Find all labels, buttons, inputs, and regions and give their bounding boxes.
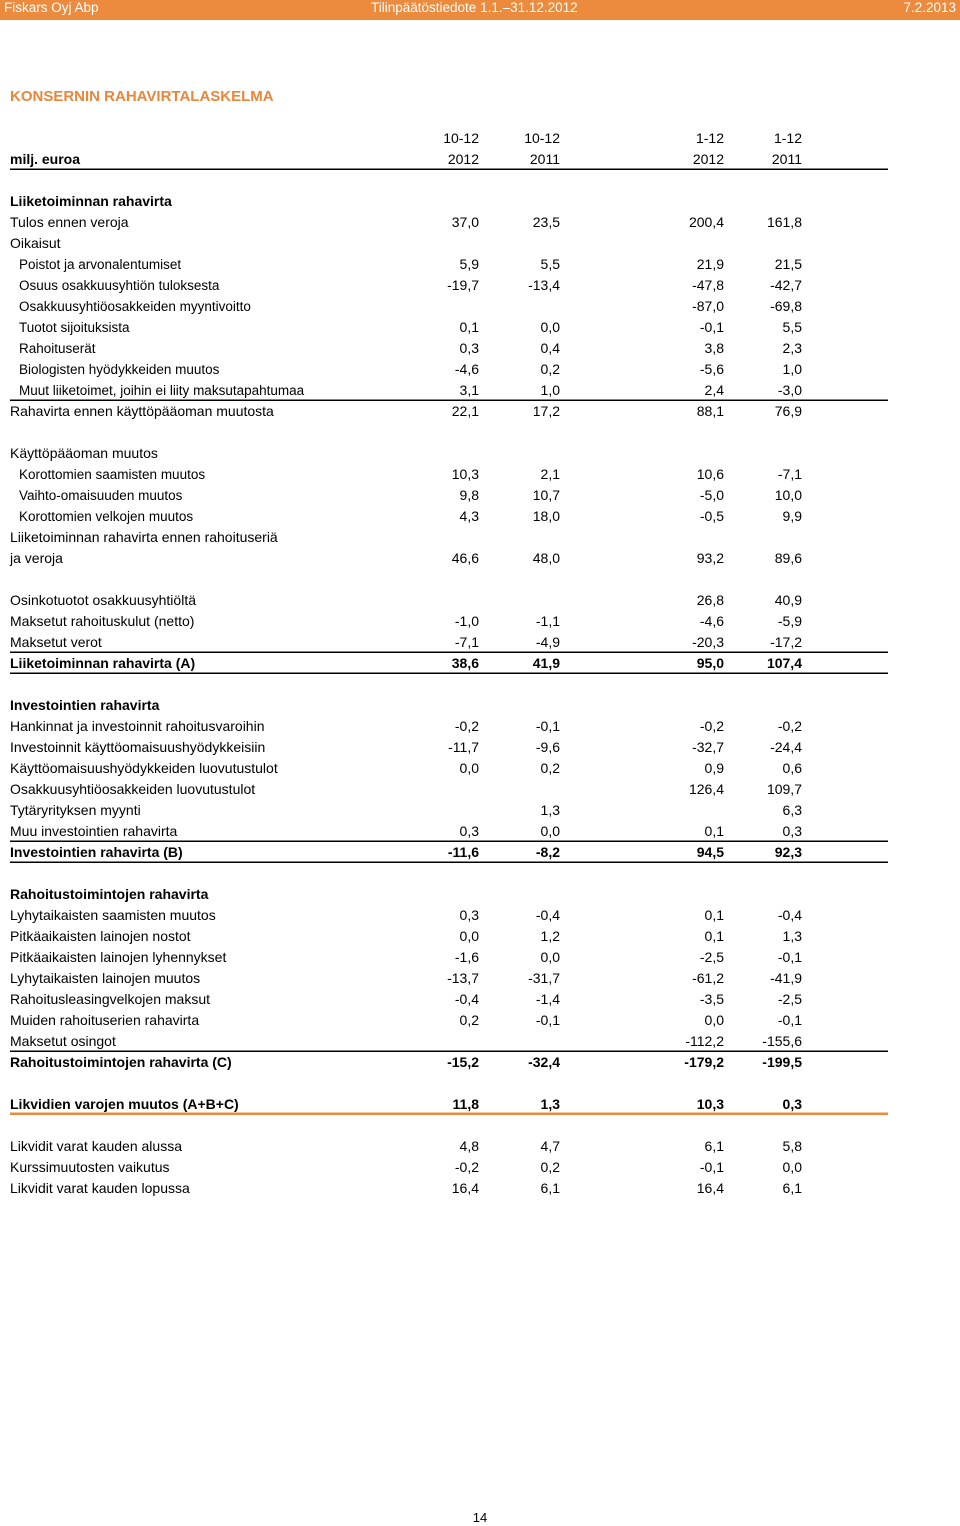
section-heading-row — [10, 191, 888, 212]
cell-value: 22,1 — [451, 403, 479, 419]
cell-value: 38,6 — [451, 655, 479, 671]
cell-value: 126,4 — [688, 781, 724, 797]
cell-value: 107,4 — [766, 655, 802, 671]
cell-value: 0,0 — [459, 928, 479, 944]
cell-value: -2,5 — [699, 949, 724, 965]
cell-value: 37,0 — [451, 214, 479, 230]
table-row — [10, 905, 888, 926]
col-period: 10-12 — [524, 130, 560, 146]
cell-value: -0,2 — [454, 1159, 479, 1175]
cell-value: -13,7 — [447, 970, 479, 986]
cell-value: 4,7 — [540, 1138, 560, 1154]
header-row-years — [10, 149, 888, 170]
cell-value: -4,6 — [699, 613, 724, 629]
section-heading-row — [10, 695, 888, 716]
table-row — [10, 338, 888, 359]
header-row-periods — [10, 128, 888, 149]
cell-value: 109,7 — [766, 781, 802, 797]
row-label: Muut liiketoimet, joihin ei liity maksutapahtumaa — [19, 383, 305, 398]
row-label: Oikaisut — [10, 235, 61, 251]
page-title: KONSERNIN RAHAVIRTALASKELMA — [10, 88, 274, 105]
cell-value: 0,1 — [459, 319, 479, 335]
cell-value: 93,2 — [696, 550, 724, 566]
cell-value: 21,9 — [696, 256, 724, 272]
cell-value: -0,2 — [454, 718, 479, 734]
cell-value: 40,9 — [774, 592, 802, 608]
row-label: Rahoituserät — [19, 341, 96, 356]
cell-value: -0,4 — [535, 907, 560, 923]
cell-value: -69,8 — [770, 298, 802, 314]
cell-value: -19,7 — [447, 277, 479, 293]
cell-value: 9,8 — [459, 487, 479, 503]
cell-value: 1,3 — [540, 1096, 560, 1112]
row-label: Tulos ennen veroja — [10, 214, 129, 230]
cell-value: 0,1 — [704, 907, 724, 923]
table-row — [10, 275, 888, 296]
cell-value: 0,2 — [540, 361, 560, 377]
cell-value: -5,0 — [699, 487, 724, 503]
table-body — [10, 191, 888, 1199]
cell-value: 6,1 — [540, 1180, 560, 1196]
cell-value: 6,3 — [782, 802, 802, 818]
cell-value: 200,4 — [688, 214, 724, 230]
cell-value: 16,4 — [696, 1180, 724, 1196]
cell-value: 161,8 — [766, 214, 802, 230]
row-label: Osakkuusyhtiöosakkeiden luovutustulot — [10, 781, 256, 797]
row-label: Rahoitustoimintojen rahavirta (C) — [10, 1054, 232, 1070]
cell-value: 0,2 — [540, 1159, 560, 1175]
cell-value: 11,8 — [452, 1096, 479, 1112]
cell-value: 0,0 — [540, 823, 560, 839]
row-label: Käyttöomaisuushyödykkeiden luovutustulot — [10, 760, 278, 776]
row-label: ja veroja — [10, 550, 63, 566]
row-label: Biologisten hyödykkeiden muutos — [19, 362, 220, 377]
cell-value: 23,5 — [532, 214, 560, 230]
cell-value: -4,9 — [535, 634, 560, 650]
row-label: Muu investointien rahavirta — [10, 823, 178, 839]
cell-value: 41,9 — [532, 655, 560, 671]
table-row — [10, 380, 888, 401]
table-row — [10, 632, 888, 653]
cell-value: -87,0 — [692, 298, 724, 314]
row-label: Rahoitusleasingvelkojen maksut — [10, 991, 210, 1007]
company-name: Fiskars Oyj Abp — [4, 0, 99, 15]
row-label: Likvidien varojen muutos (A+B+C) — [10, 1096, 239, 1112]
cell-value: -0,1 — [777, 949, 802, 965]
cell-value: -7,1 — [777, 466, 802, 482]
table-row — [10, 926, 888, 947]
table-row — [10, 1094, 888, 1115]
cell-value: 0,9 — [704, 760, 724, 776]
cell-value: 10,3 — [696, 1096, 724, 1112]
table-row — [10, 548, 888, 569]
row-label: Maksetut rahoituskulut (netto) — [10, 613, 195, 629]
cell-value: 2,4 — [704, 382, 724, 398]
cell-value: 10,6 — [696, 466, 724, 482]
cell-value: -20,3 — [692, 634, 724, 650]
row-label: Investoinnit käyttöomaisuushyödykkeisiin — [10, 739, 266, 755]
row-label: Liiketoiminnan rahavirta (A) — [10, 655, 196, 671]
cell-value: 0,3 — [459, 823, 479, 839]
cell-value: -155,6 — [762, 1033, 802, 1049]
cell-value: -0,1 — [535, 1012, 560, 1028]
table-row — [10, 254, 888, 275]
cell-value: 0,3 — [782, 823, 802, 839]
cell-value: 4,3 — [459, 508, 479, 524]
cell-value: 89,6 — [774, 550, 802, 566]
cell-value: -1,6 — [454, 949, 479, 965]
row-label: Maksetut osingot — [10, 1033, 116, 1049]
cell-value: -0,4 — [454, 991, 479, 1007]
row-label: Osinkotuotot osakkuusyhtiöltä — [10, 592, 196, 608]
row-label: Maksetut verot — [10, 634, 102, 650]
table-row — [10, 527, 888, 548]
table-row — [10, 653, 888, 674]
cell-value: 0,4 — [540, 340, 560, 356]
row-label: Liiketoiminnan rahavirta — [10, 193, 172, 209]
cell-value: -0,1 — [699, 319, 724, 335]
cell-value: 0,0 — [782, 1159, 802, 1175]
row-label: Muiden rahoituserien rahavirta — [10, 1012, 200, 1028]
table-row — [10, 800, 888, 821]
table-row — [10, 590, 888, 611]
cell-value: 6,1 — [782, 1180, 802, 1196]
table-row — [10, 758, 888, 779]
col-year: 2011 — [771, 151, 802, 167]
cell-value: 5,5 — [782, 319, 802, 335]
table-row — [10, 485, 888, 506]
unit-label: milj. euroa — [10, 151, 81, 167]
cell-value: -4,6 — [454, 361, 479, 377]
cell-value: -0,1 — [777, 1012, 802, 1028]
col-period: 10-12 — [443, 130, 479, 146]
cell-value: 88,1 — [696, 403, 724, 419]
col-year: 2011 — [529, 151, 560, 167]
cell-value: 94,5 — [696, 844, 724, 860]
cell-value: 2,1 — [540, 466, 560, 482]
row-label: Vaihto-omaisuuden muutos — [19, 488, 183, 503]
cell-value: -11,6 — [447, 844, 479, 860]
cell-value: 10,0 — [774, 487, 802, 503]
row-label: Rahoitustoimintojen rahavirta — [10, 886, 209, 902]
table-row — [10, 443, 888, 464]
row-label: Pitkäaikaisten lainojen lyhennykset — [10, 949, 227, 965]
table-row — [10, 1052, 888, 1073]
cell-value: 0,0 — [540, 319, 560, 335]
cell-value: -0,5 — [699, 508, 724, 524]
cell-value: -5,9 — [777, 613, 802, 629]
cell-value: 5,8 — [782, 1138, 802, 1154]
cell-value: -0,2 — [699, 718, 724, 734]
table-row — [10, 212, 888, 233]
cell-value: 2,3 — [782, 340, 802, 356]
cell-value: -11,7 — [448, 739, 479, 755]
cell-value: 0,2 — [459, 1012, 479, 1028]
cell-value: 18,0 — [532, 508, 560, 524]
report-date: 7.2.2013 — [903, 0, 956, 15]
cash-flow-table — [10, 128, 888, 1199]
spacer-row — [10, 569, 888, 590]
row-label: Kurssimuutosten vaikutus — [10, 1159, 170, 1175]
cell-value: 0,2 — [540, 760, 560, 776]
cell-value: 1,3 — [540, 802, 560, 818]
cell-value: 26,8 — [696, 592, 724, 608]
spacer-row — [10, 170, 888, 191]
cell-value: -0,1 — [535, 718, 560, 734]
table-row — [10, 506, 888, 527]
cell-value: 10,7 — [532, 487, 560, 503]
col-year: 2012 — [692, 151, 724, 167]
cell-value: 0,3 — [782, 1096, 802, 1112]
cell-value: -0,1 — [699, 1159, 724, 1175]
cell-value: 95,0 — [696, 655, 724, 671]
cell-value: -7,1 — [454, 634, 479, 650]
table-row — [10, 716, 888, 737]
row-label: Poistot ja arvonalentumiset — [19, 257, 182, 272]
cell-value: -32,7 — [692, 739, 724, 755]
cell-value: -17,2 — [770, 634, 802, 650]
cell-value: -8,2 — [535, 844, 560, 860]
table-row — [10, 989, 888, 1010]
spacer-row — [10, 1073, 888, 1094]
report-title: Tilinpäätöstiedote 1.1.–31.12.2012 — [371, 0, 578, 15]
row-label: Tuotot sijoituksista — [19, 320, 130, 335]
table-row — [10, 359, 888, 380]
table-row — [10, 968, 888, 989]
col-period: 1-12 — [773, 130, 802, 146]
cell-value: 3,8 — [704, 340, 724, 356]
cell-value: -1,0 — [454, 613, 479, 629]
cell-value: 0,3 — [459, 340, 479, 356]
cell-value: 16,4 — [451, 1180, 479, 1196]
row-label: Korottomien saamisten muutos — [19, 467, 206, 482]
row-label: Hankinnat ja investoinnit rahoitusvaroihin — [10, 718, 265, 734]
cell-value: 92,3 — [774, 844, 802, 860]
row-label: Käyttöpääoman muutos — [10, 445, 158, 461]
table-row — [10, 233, 888, 254]
cell-value: -179,2 — [684, 1054, 724, 1070]
spacer-row — [10, 1115, 888, 1136]
cell-value: 0,0 — [704, 1012, 724, 1028]
cell-value: 9,9 — [782, 508, 802, 524]
cell-value: 6,1 — [704, 1138, 724, 1154]
cell-value: 0,1 — [704, 823, 724, 839]
table-row — [10, 1136, 888, 1157]
section-heading-row — [10, 884, 888, 905]
cell-value: -32,4 — [528, 1054, 560, 1070]
page-number: 14 — [472, 1510, 488, 1525]
cell-value: -41,9 — [770, 970, 802, 986]
row-label: Investointien rahavirta (B) — [10, 844, 183, 860]
cell-value: 0,3 — [459, 907, 479, 923]
row-label: Lyhytaikaisten saamisten muutos — [10, 907, 216, 923]
cell-value: -1,4 — [535, 991, 560, 1007]
table-row — [10, 317, 888, 338]
row-label: Korottomien velkojen muutos — [19, 509, 194, 524]
cell-value: -15,2 — [447, 1054, 479, 1070]
cell-value: -0,2 — [777, 718, 802, 734]
table-row — [10, 842, 888, 863]
cell-value: 48,0 — [532, 550, 560, 566]
cell-value: -61,2 — [692, 970, 724, 986]
table-row — [10, 947, 888, 968]
table-row — [10, 1031, 888, 1052]
cell-value: 1,2 — [540, 928, 560, 944]
table-row — [10, 1157, 888, 1178]
cell-value: 0,6 — [782, 760, 802, 776]
row-label: Pitkäaikaisten lainojen nostot — [10, 928, 191, 944]
col-period: 1-12 — [695, 130, 724, 146]
cell-value: -47,8 — [692, 277, 724, 293]
spacer-row — [10, 674, 888, 695]
cell-value: -112,2 — [685, 1033, 724, 1049]
cell-value: -3,0 — [777, 382, 802, 398]
row-label: Liiketoiminnan rahavirta ennen rahoituseriä — [10, 529, 278, 545]
cell-value: 1,3 — [782, 928, 802, 944]
cell-value: -199,5 — [762, 1054, 802, 1070]
table-row — [10, 1178, 888, 1199]
cell-value: 46,6 — [451, 550, 479, 566]
cell-value: -9,6 — [535, 739, 560, 755]
spacer-row — [10, 863, 888, 884]
cell-value: -1,1 — [535, 613, 560, 629]
cell-value: 0,1 — [704, 928, 724, 944]
cell-value: -2,5 — [777, 991, 802, 1007]
table-row — [10, 779, 888, 800]
table-row — [10, 821, 888, 842]
table-row — [10, 296, 888, 317]
cell-value: 10,3 — [451, 466, 479, 482]
row-label: Lyhytaikaisten lainojen muutos — [10, 970, 201, 986]
cell-value: 21,5 — [774, 256, 802, 272]
cell-value: 1,0 — [540, 382, 560, 398]
row-label: Investointien rahavirta — [10, 697, 160, 713]
cell-value: -5,6 — [699, 361, 724, 377]
row-label: Tytäryrityksen myynti — [10, 802, 141, 818]
header-bar — [0, 0, 960, 20]
cell-value: 0,0 — [459, 760, 479, 776]
cell-value: 5,5 — [540, 256, 560, 272]
row-label: Likvidit varat kauden alussa — [10, 1138, 182, 1154]
row-label: Likvidit varat kauden lopussa — [10, 1180, 190, 1196]
table-row — [10, 737, 888, 758]
row-label: Rahavirta ennen käyttöpääoman muutosta — [10, 403, 274, 419]
cell-value: 76,9 — [774, 403, 802, 419]
cell-value: -42,7 — [770, 277, 802, 293]
cell-value: 4,8 — [459, 1138, 479, 1154]
cell-value: -31,7 — [528, 970, 560, 986]
cell-value: -3,5 — [699, 991, 724, 1007]
col-year: 2012 — [447, 151, 479, 167]
spacer-row — [10, 422, 888, 443]
cell-value: -24,4 — [770, 739, 802, 755]
table-row — [10, 1010, 888, 1031]
row-label: Osakkuusyhtiöosakkeiden myyntivoitto — [19, 299, 251, 314]
cell-value: 0,0 — [540, 949, 560, 965]
table-row — [10, 401, 888, 422]
cell-value: 5,9 — [459, 256, 479, 272]
cell-value: -13,4 — [528, 277, 560, 293]
table-row — [10, 464, 888, 485]
row-label: Osuus osakkuusyhtiön tuloksesta — [19, 278, 220, 293]
cell-value: 1,0 — [782, 361, 802, 377]
cell-value: -0,4 — [777, 907, 802, 923]
cell-value: 3,1 — [459, 382, 479, 398]
table-row — [10, 611, 888, 632]
cell-value: 17,2 — [532, 403, 560, 419]
